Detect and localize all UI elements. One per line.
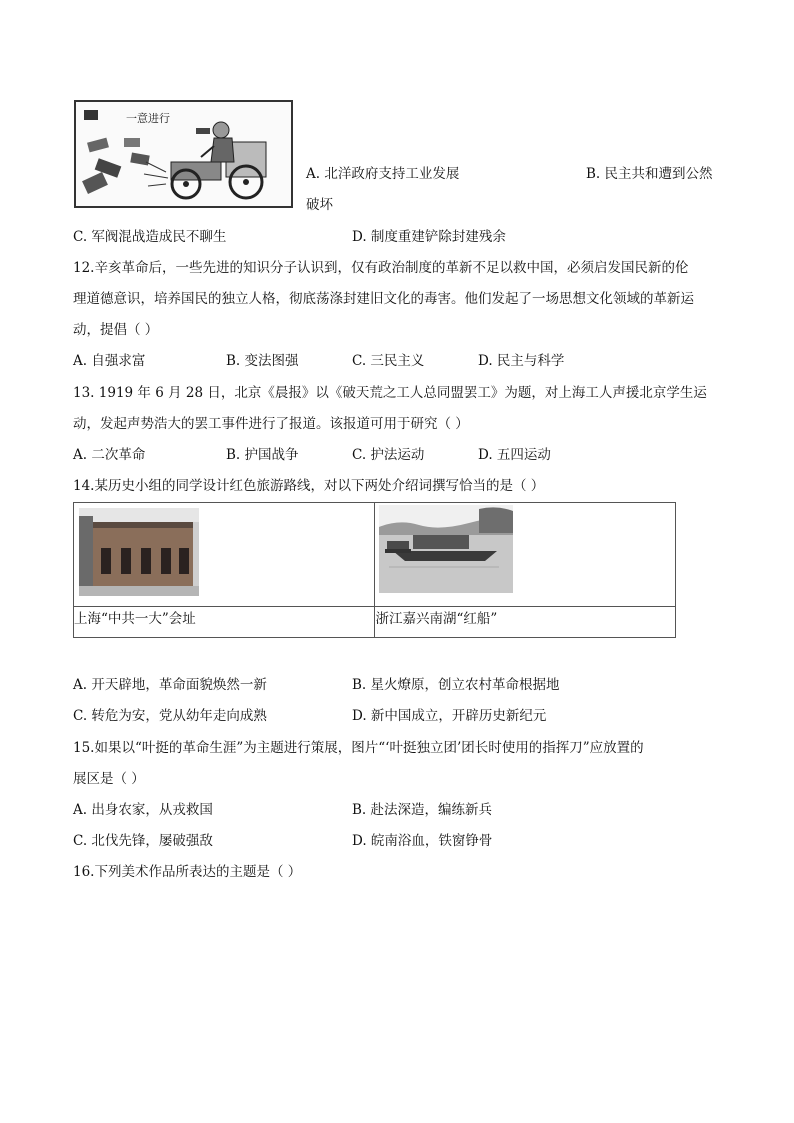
- q14-photo-cell-2: [375, 503, 676, 607]
- q11-option-b-cont: 破坏: [306, 197, 333, 213]
- cartoon-title: 一意进行: [126, 112, 170, 125]
- q15-option-d: D. 皖南浴血，铁窗铮骨: [352, 833, 493, 849]
- q14-photo-cell-1: [74, 503, 375, 607]
- q13-stem-line-1: 13. 1919 年 6 月 28 日，北京《晨报》以《破天荒之工人总同盟罢工》为题，对上海工人声援北京学生运: [73, 385, 707, 401]
- q14-option-a: A. 开天辟地，革命面貌焕然一新: [73, 677, 267, 693]
- q13-option-b: B. 护国战争: [226, 447, 299, 463]
- building-photo: [79, 508, 199, 596]
- q11-option-d: D. 制度重建铲除封建残余: [352, 229, 506, 245]
- red-boat-photo: [379, 505, 513, 593]
- q14-caption-1: 上海“中共一大”会址: [74, 607, 375, 638]
- q15-option-a: A. 出身农家，从戎救国: [73, 802, 213, 818]
- q12-option-a: A. 自强求富: [73, 353, 146, 369]
- q14-photo-table: [73, 502, 676, 638]
- q14-stem: 14.某历史小组的同学设计红色旅游路线，对以下两处介绍词撰写恰当的是（ ）: [73, 478, 545, 494]
- q13-option-a: A. 二次革命: [73, 447, 146, 463]
- cartoon-drawing: [76, 102, 291, 206]
- q14-option-c: C. 转危为安，党从幼年走向成熟: [73, 708, 267, 724]
- q14-option-b: B. 星火燎原，创立农村革命根据地: [352, 677, 560, 693]
- q15-option-b: B. 赴法深造，编练新兵: [352, 802, 493, 818]
- q12-stem-line-2: 理道德意识，培养国民的独立人格，彻底荡涤封建旧文化的毒害。他们发起了一场思想文化领域的革新运: [73, 291, 694, 307]
- q14-caption-2: 浙江嘉兴南湖“红船”: [375, 607, 676, 638]
- q13-option-c: C. 护法运动: [352, 447, 425, 463]
- q11-option-b: B. 民主共和遭到公然: [586, 166, 713, 182]
- q15-option-c: C. 北伐先锋，屡破强敌: [73, 833, 213, 849]
- q13-option-d: D. 五四运动: [478, 447, 551, 463]
- q11-option-a: A. 北洋政府支持工业发展: [306, 166, 460, 182]
- q11-option-c: C. 军阀混战造成民不聊生: [73, 229, 227, 245]
- cartoon-image: [74, 100, 293, 208]
- q12-option-d: D. 民主与科学: [478, 353, 565, 369]
- q14-option-d: D. 新中国成立，开辟历史新纪元: [352, 708, 547, 724]
- q15-stem-line-1: 15.如果以“叶挺的革命生涯”为主题进行策展，图片“‘叶挺独立团’团长时使用的指挥刀”应放置的: [73, 740, 644, 756]
- q15-stem-line-2: 展区是（ ）: [73, 771, 145, 787]
- q12-option-c: C. 三民主义: [352, 353, 425, 369]
- q13-stem-line-2: 动，发起声势浩大的罢工事件进行了报道。该报道可用于研究（ ）: [73, 416, 469, 432]
- q12-stem-line-3: 动，提倡（ ）: [73, 322, 159, 338]
- q12-stem-line-1: 12.辛亥革命后，一些先进的知识分子认识到，仅有政治制度的革新不足以救中国，必须启发国民新的伦: [73, 260, 689, 276]
- q16-stem: 16.下列美术作品所表达的主题是（ ）: [73, 864, 302, 880]
- q12-option-b: B. 变法图强: [226, 353, 299, 369]
